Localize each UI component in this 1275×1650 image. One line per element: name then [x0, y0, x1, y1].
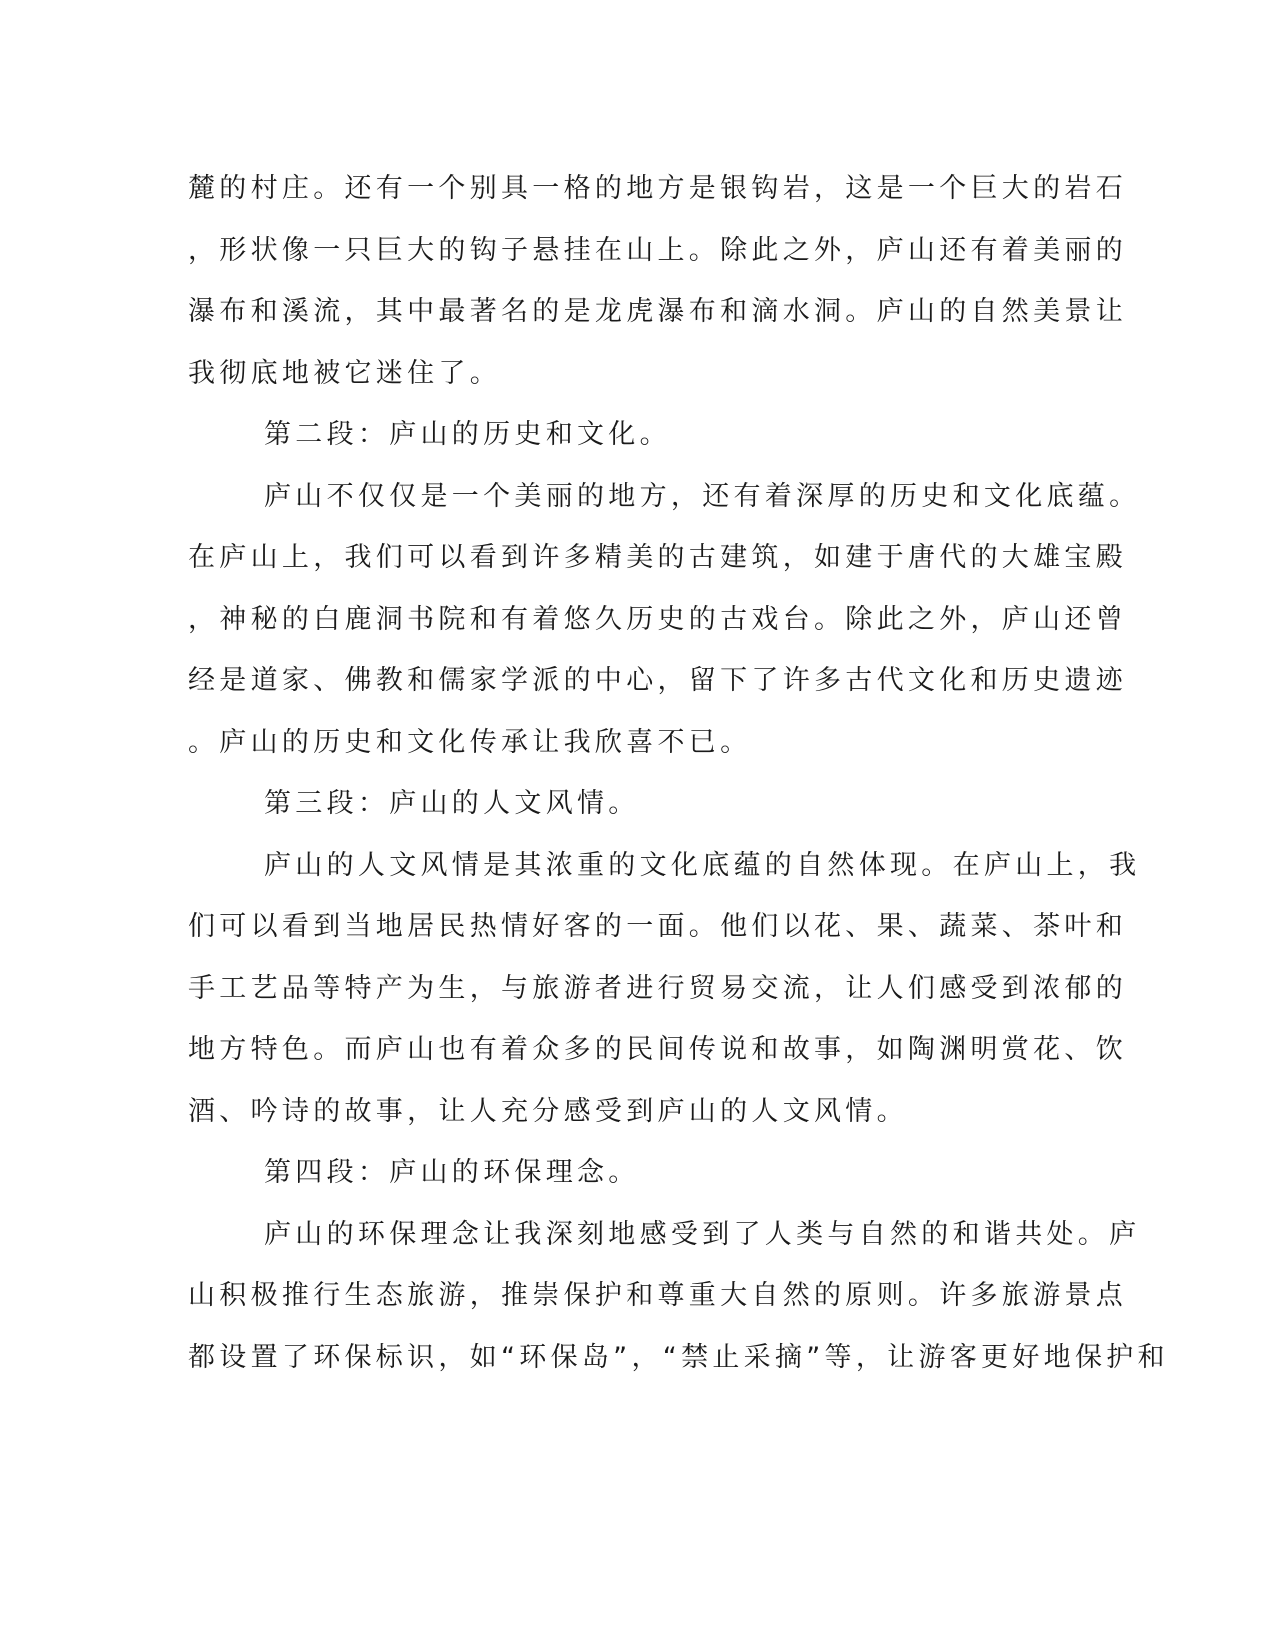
section-heading: 第四段：庐山的环保理念。 — [264, 1157, 640, 1188]
section-heading: 第三段：庐山的人文风情。 — [264, 788, 640, 819]
paragraph-first-line: 庐山的环保理念让我深刻地感受到了人类与自然的和谐共处。庐 — [264, 1218, 1141, 1250]
text-line: 麓的村庄。还有一个别具一格的地方是银钩岩，这是一个巨大的岩石 — [188, 173, 1127, 204]
text-line: ，形状像一只巨大的钩子悬挂在山上。除此之外，庐山还有着美丽的 — [188, 234, 1127, 266]
text-line: 经是道家、佛教和儒家学派的中心，留下了许多古代文化和历史遗迹 — [188, 665, 1127, 696]
text-line: 在庐山上，我们可以看到许多精美的古建筑，如建于唐代的大雄宝殿 — [188, 542, 1127, 573]
text-line: 手工艺品等特产为生，与旅游者进行贸易交流，让人们感受到浓郁的 — [188, 972, 1127, 1004]
paragraph-first-line: 庐山的人文风情是其浓重的文化底蕴的自然体现。在庐山上，我 — [264, 849, 1141, 881]
section-heading: 第二段：庐山的历史和文化。 — [264, 419, 671, 450]
text-line: 山积极推行生态旅游，推崇保护和尊重大自然的原则。许多旅游景点 — [188, 1280, 1127, 1311]
body-text — [188, 158, 1169, 1388]
text-line: 。庐山的历史和文化传承让我欣喜不已。 — [188, 726, 752, 758]
text-line: 酒、吟诗的故事，让人充分感受到庐山的人文风情。 — [188, 1095, 908, 1127]
text-line: 都设置了环保标识，如“环保岛”，“禁止采摘”等，让游客更好地保护和 — [188, 1341, 1169, 1373]
text-line: 们可以看到当地居民热情好客的一面。他们以花、果、蔬菜、茶叶和 — [188, 911, 1127, 942]
text-line: 瀑布和溪流，其中最著名的是龙虎瀑布和滴水洞。庐山的自然美景让 — [188, 296, 1127, 327]
paragraph-first-line: 庐山不仅仅是一个美丽的地方，还有着深厚的历史和文化底蕴。 — [264, 480, 1141, 512]
text-line: 地方特色。而庐山也有着众多的民间传说和故事，如陶渊明赏花、饮 — [188, 1034, 1127, 1065]
text-line: 我彻底地被它迷住了。 — [188, 357, 501, 389]
text-line: ，神秘的白鹿洞书院和有着悠久历史的古戏台。除此之外，庐山还曾 — [188, 603, 1127, 635]
